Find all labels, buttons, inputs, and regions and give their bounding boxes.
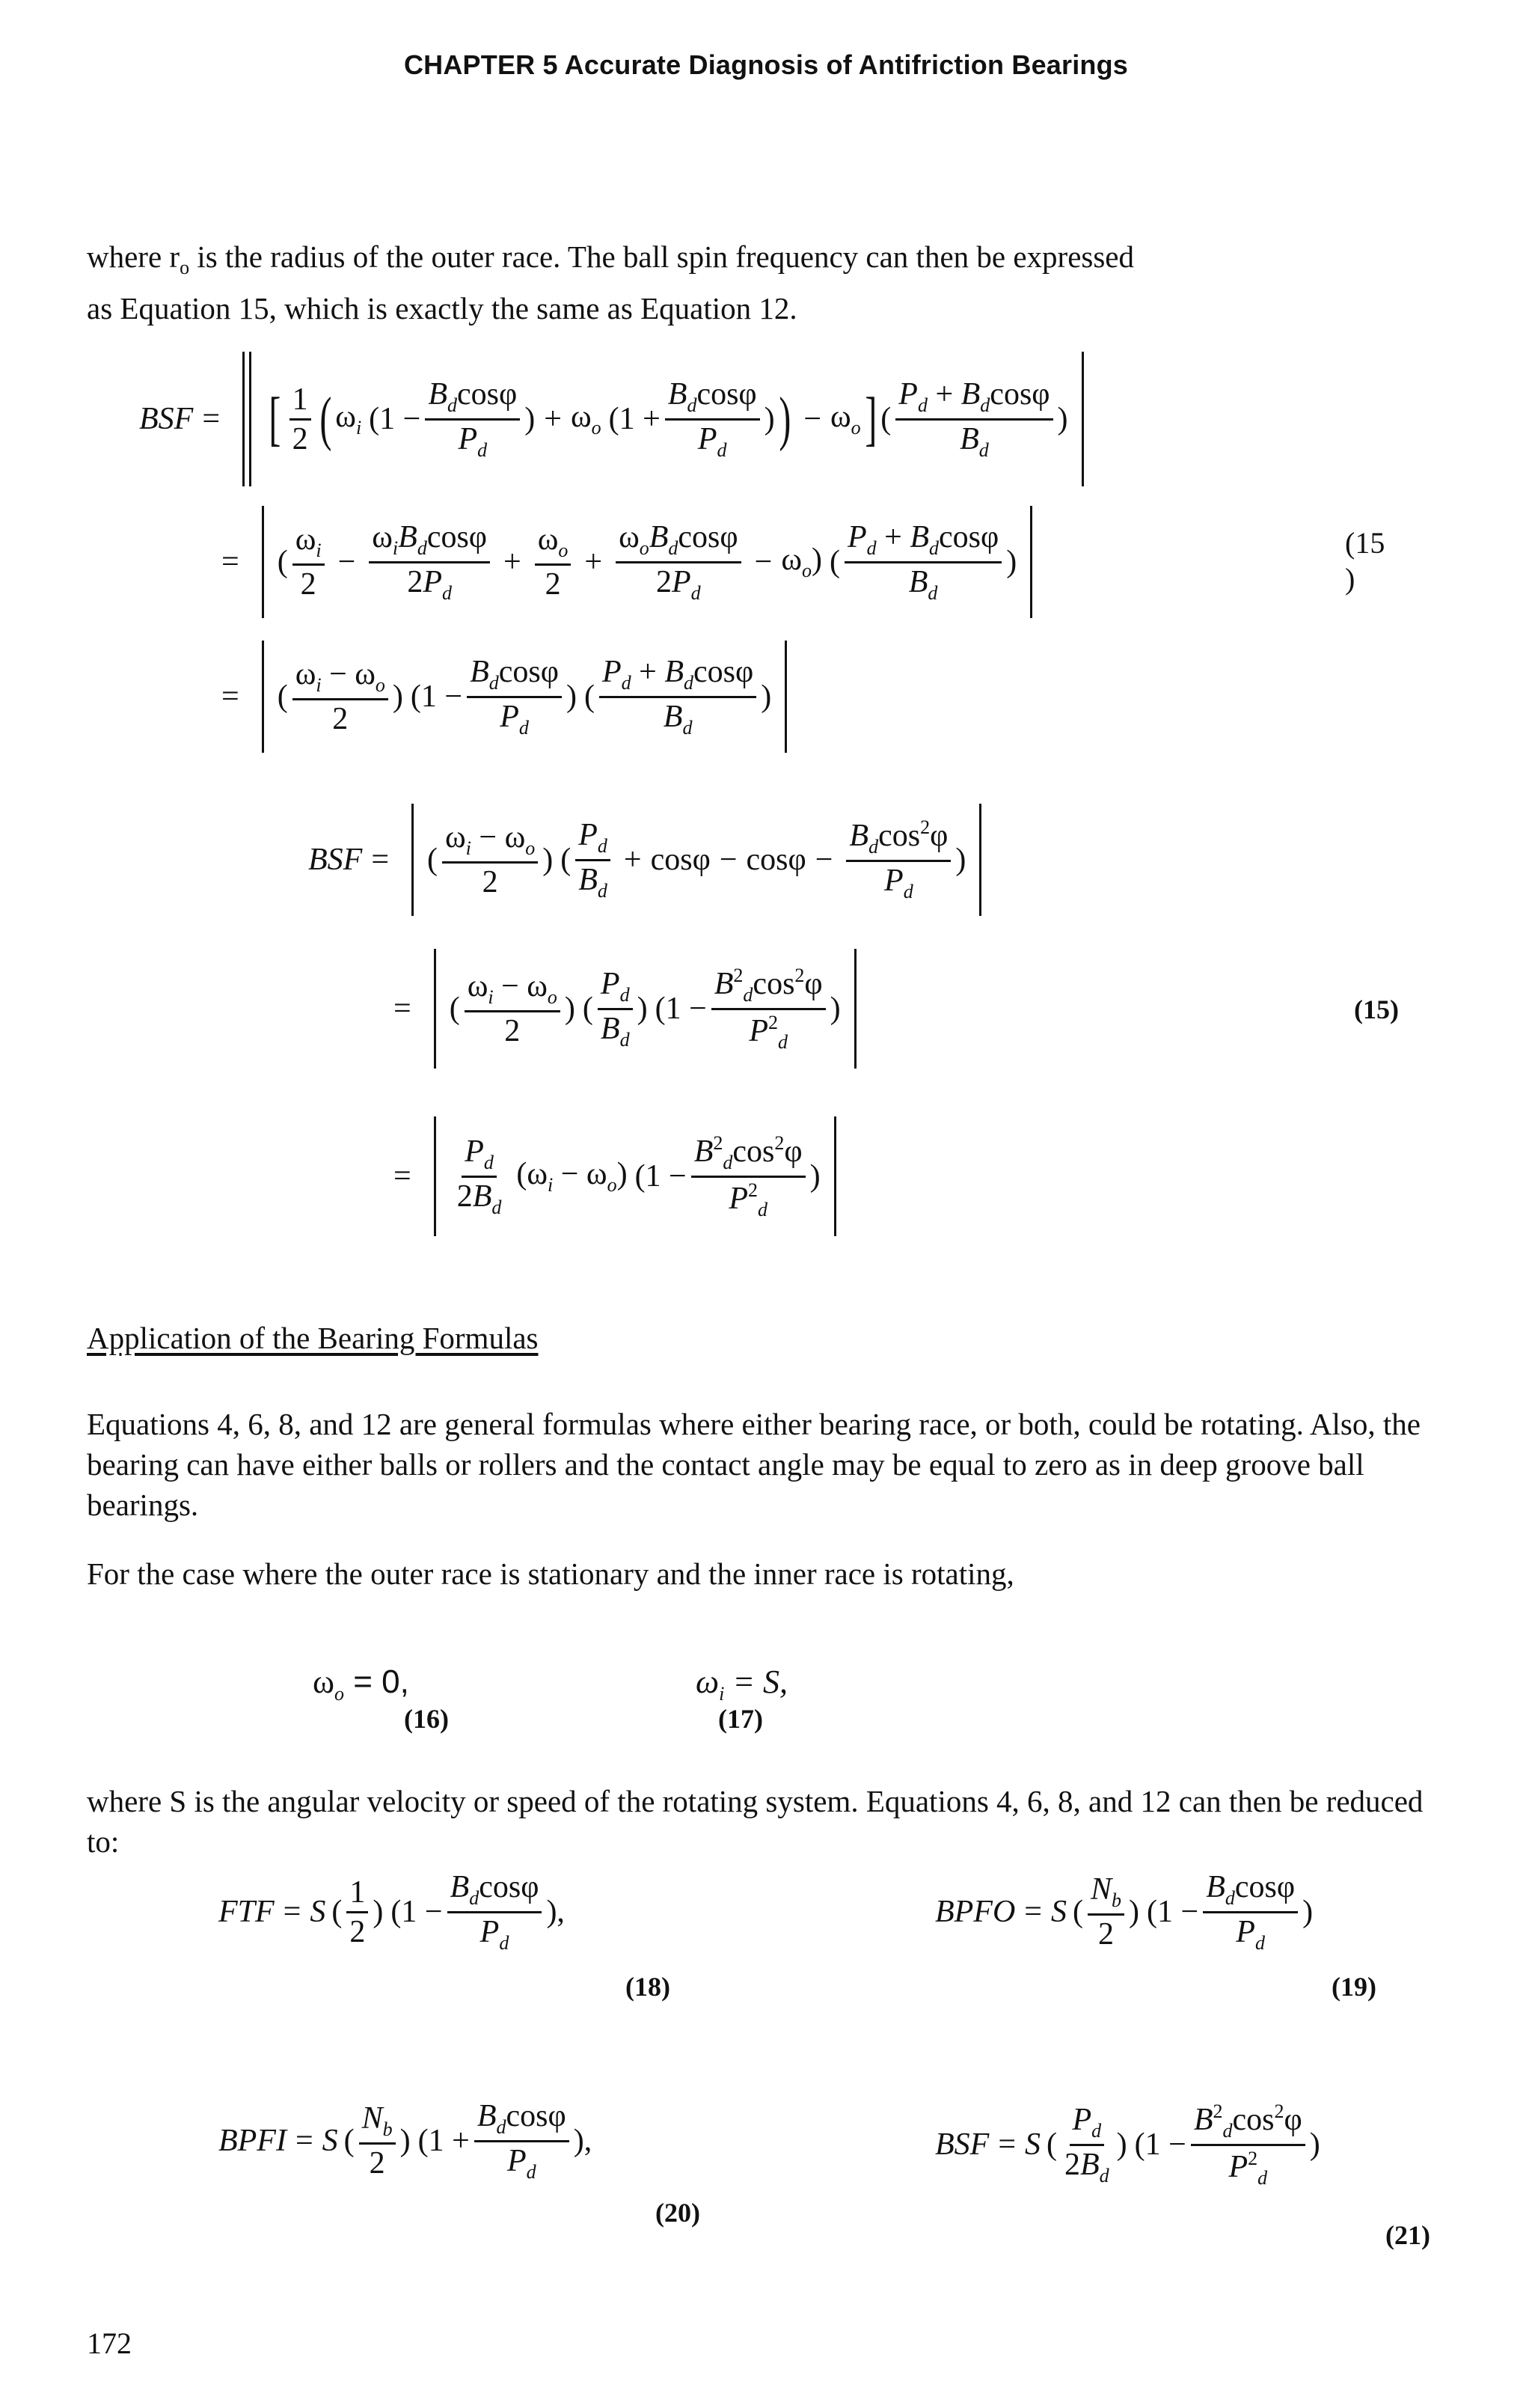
eq15-equals: = (202, 402, 220, 436)
eq15-line-1: BSF = [ $\frac{1}{2}$ ( $\omega_i$ (1 − $\frac{B_d\cos\varphi}{P_d}$ ) + $\omega_o$ (1 + $\frac{B_d\cos\varphi}{P_d}$ ) ) − $\omega_o$ ] ( $\frac{P_d + B_d\cos\varphi}{B_d}$ ) (139, 352, 1097, 486)
running-header: CHAPTER 5 Accurate Diagnosis of Antifriction Bearings (403, 49, 1129, 80)
section-paragraph-1: Equations 4, 6, 8, and 12 are general formulas where either bearing race, or both, could be rotating. Also, the bearing can have either balls or rollers and the contact angle may be equal to zero as in deep groove ball bearings. (87, 1407, 1421, 1522)
eq17-number: (17) (718, 1704, 763, 1734)
intro-subscript: o (180, 257, 190, 279)
eq15-line-2: = ( $\frac{\omega_i}{2}$ − $\frac{\omega_iB_d\cos\varphi}{2P_d}$ + $\frac{\omega_o}{2}$ + $\frac{\omega_oB_d\cos\varphi}{2P_d}$ − $\omega_o$) ( $\frac{P_d + B_d\cos\varphi}{B_d}$ ) (221, 506, 1046, 618)
eq15-line-3: = ( $\frac{\omega_i - \omega_o}{2}$ ) (1 − $\frac{B_d\cos\varphi}{P_d}$ ) ( $\frac{P_d + B_d\cos\varphi}{B_d}$ ) (221, 641, 800, 753)
eq15-line-6: = $\frac{P_d}{2B_d}$ $(\omega_i - \omega_o)$ (1 − $\frac{B^2_d\cos^2\varphi}{P^2_d}$ ) (393, 1116, 850, 1236)
eq15-partial-number: (15 ) (1345, 526, 1385, 596)
eq18: FTF = S ( $\frac{1}{2}$ ) (1 − $\frac{B_d\cos\varphi}{P_d}$ ), (218, 1869, 565, 1954)
eq15-line-4: BSF = ( $\frac{\omega_i - \omega_o}{2}$ ) ( $\frac{P_d}{B_d}$ + cosφ − cosφ − $\frac{B_d\cos^2\varphi}{P_d}$ ) (308, 804, 995, 916)
eq15-number: (15) (1354, 994, 1399, 1024)
intro-text-1b: is the radius of the outer race. The ball spin frequency can then be expressed (189, 239, 1134, 274)
eq19: BPFO = S ( $\frac{N_b}{2}$ ) (1 − $\frac{B_d\cos\varphi}{P_d}$ ) (935, 1869, 1314, 1954)
page-number: 172 (87, 2326, 132, 2360)
eq16-number: (16) (404, 1704, 449, 1734)
intro-text-1: where r (87, 239, 180, 274)
eq15-line-5: = ( $\frac{\omega_i - \omega_o}{2}$ ) ( $\frac{P_d}{B_d}$ ) (1 − $\frac{B^2_d\cos^2\varphi}{P^2_d}$ ) (393, 949, 870, 1069)
eq20: BPFI = S ( $\frac{N_b}{2}$ ) (1 + $\frac{B_d\cos\varphi}{P_d}$ ), (218, 2098, 592, 2183)
section-paragraph-2: For the case where the outer race is stationary and the inner race is rotating, (87, 1556, 1014, 1591)
section-heading: Application of the Bearing Formulas (87, 1321, 539, 1355)
eq17: $\omega_i = S$, (696, 1663, 788, 1705)
eq15-lhs: BSF (139, 402, 194, 436)
eq21-number: (21) (1385, 2220, 1430, 2250)
eq21: BSF = S ( $\frac{P_d}{2B_d}$ ) (1 − $\frac{B^2_d\cos^2\varphi}{P^2_d}$ ) (935, 2100, 1320, 2189)
intro-paragraph (87, 236, 1448, 328)
eq20-number: (20) (655, 2198, 700, 2228)
section-paragraph-3: where S is the angular velocity or speed of the rotating system. Equations 4, 6, 8, and 12 can then be reduced to: (87, 1784, 1424, 1859)
eq16: $\omega_o = 0$, (313, 1663, 409, 1705)
eq18-number: (18) (625, 1972, 670, 2002)
intro-text-2: as Equation 15, which is exactly the same as Equation 12. (87, 291, 797, 326)
eq19-number: (19) (1332, 1972, 1376, 2002)
